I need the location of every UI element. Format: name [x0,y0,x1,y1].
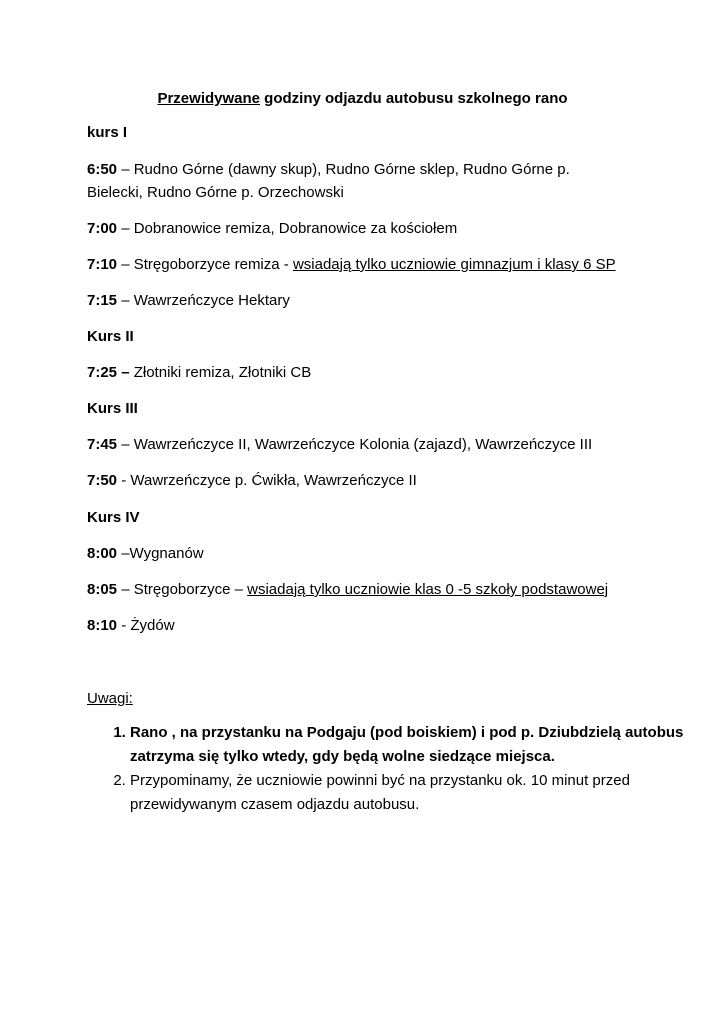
title-underlined-word: Przewidywane [157,90,261,107]
schedule-entry-0650 [87,158,647,204]
schedule-entry-0750 [87,469,647,492]
course-heading-4: Kurs IV [87,509,140,526]
course-heading-3: Kurs III [87,400,138,417]
notes-heading: Uwagi: [87,690,133,707]
entry-stops: Wygnanów [129,545,204,562]
entry-time: 6:50 [87,161,118,178]
entry-time: 7:10 [87,256,118,273]
schedule-entry-0700 [87,217,647,240]
course-heading-1: kurs I [87,124,128,141]
entry-time: 8:10 [87,617,118,634]
schedule-entry-0800 [87,542,647,565]
entry-note: wsiadają tylko uczniowie klas 0 -5 szkoły podstawowej [247,581,609,598]
entry-stops: Dobranowice remiza, Dobranowice za kościołem [133,220,458,237]
entry-stops-continued: Bielecki, Rudno Górne p. Orzechowski [87,184,344,201]
schedule-entry-0805 [87,578,647,601]
entry-note: wsiadają tylko uczniowie gimnazjum i klasy 6 SP [292,256,616,273]
schedule-entry-0745 [87,433,647,456]
entry-separator: - [117,472,131,489]
schedule-entry-0725 [87,361,647,384]
entry-stops: Żydów [130,617,175,634]
schedule-entry-0715 [87,289,647,312]
schedule-entry-0810 [87,614,647,637]
entry-separator: – [117,256,134,273]
entry-stops: Wawrzeńczyce II, Wawrzeńczyce Kolonia (zajazd), Wawrzeńczyce III [133,436,593,453]
entry-time: 7:50 [87,472,118,489]
entry-separator: – [117,545,130,562]
course-heading-2: Kurs II [87,328,134,345]
note-item-1: 1. Rano , na przystanku na Podgaju (pod boiskiem) i pod p. Dziubdzielą autobus zatrzyma się tylko wtedy, gdy będą wolne siedzące miejsca. [130,721,690,769]
entry-separator: – [117,161,134,178]
document-title [0,87,725,110]
entry-stops: Złotniki remiza, Złotniki CB [133,364,312,381]
entry-time: 7:15 [87,292,118,309]
entry-time: 8:00 [87,545,118,562]
entry-stops: Wawrzeńczyce p. Ćwikła, Wawrzeńczyce II [130,472,417,489]
entry-separator: – [117,292,134,309]
entry-time: 7:25 – [87,364,130,381]
entry-stops: Wawrzeńczyce Hektary [133,292,290,309]
entry-time: 7:45 [87,436,118,453]
entry-time: 8:05 [87,581,118,598]
entry-time: 7:00 [87,220,118,237]
entry-separator: – [117,581,134,598]
schedule-entry-0710 [87,253,647,276]
entry-stops: Stręgoborzyce remiza - [133,256,293,273]
note-item-2: 2. Przypominamy, że uczniowie powinni być na przystanku ok. 10 minut przed przewidywanym czasem odjazdu autobusu. [130,769,690,817]
entry-stops: Rudno Górne (dawny skup), Rudno Górne sklep, Rudno Górne p. [133,161,570,178]
entry-separator: – [117,436,134,453]
notes-list [87,721,690,817]
entry-stops: Stręgoborzyce – [133,581,248,598]
entry-separator: - [117,617,131,634]
title-rest: godziny odjazdu autobusu szkolnego rano [260,90,568,107]
entry-separator: – [117,220,134,237]
